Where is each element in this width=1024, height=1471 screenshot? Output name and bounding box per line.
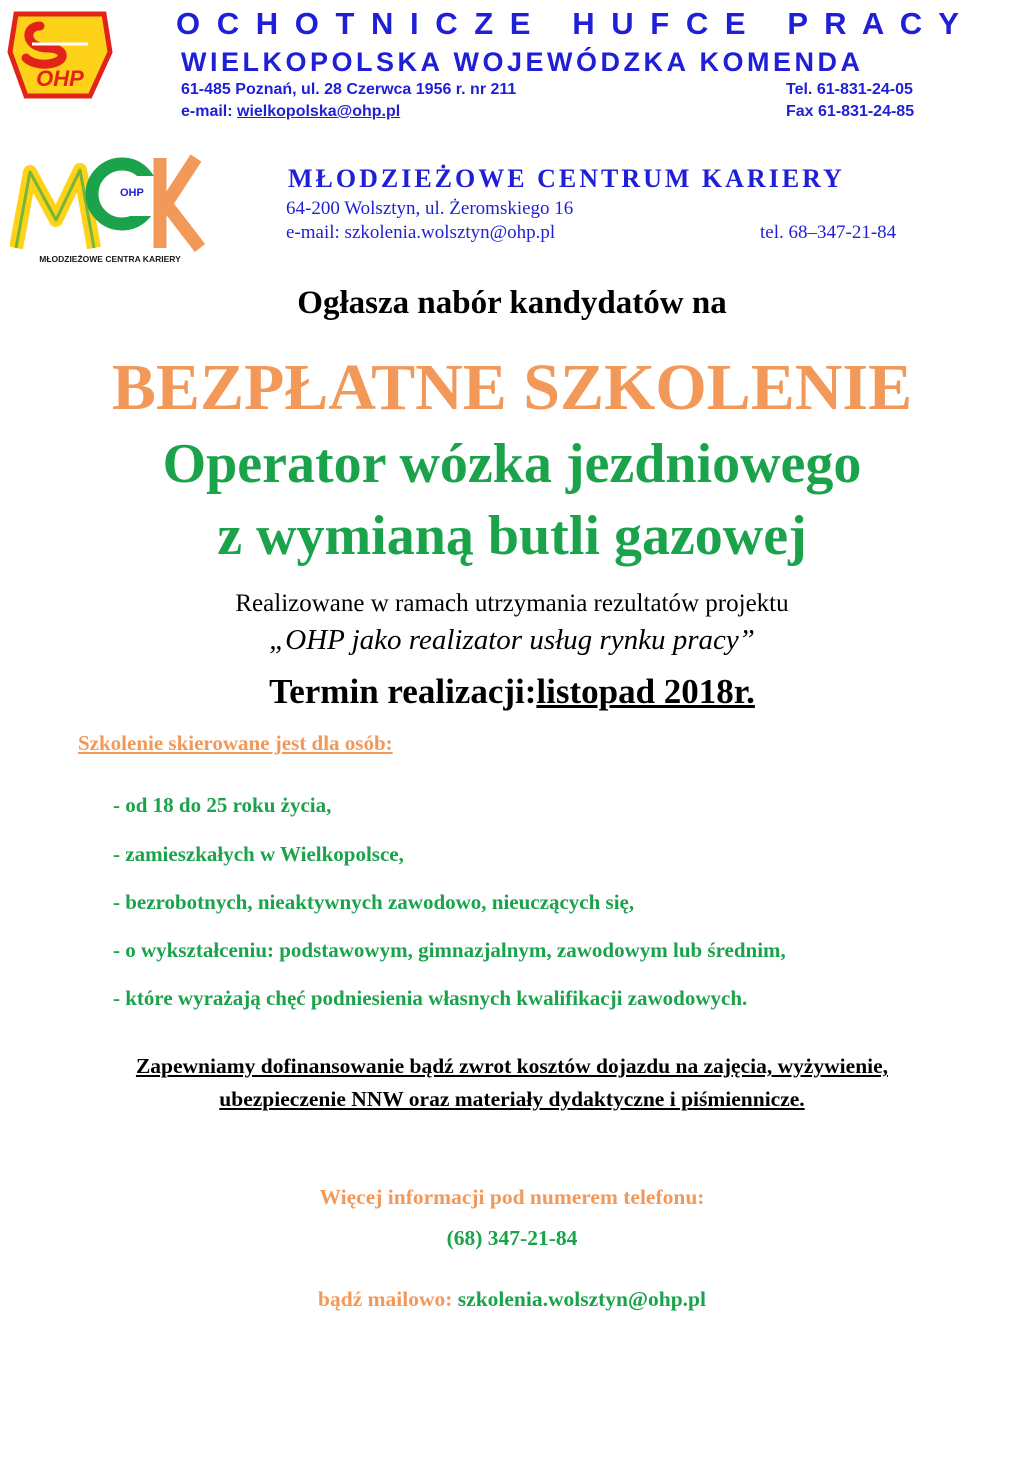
org-fax: Fax 61-831-24-85	[786, 103, 915, 120]
mck-tel: tel. 68–347-21-84	[760, 222, 897, 243]
course-title-line2: z wymianą butli gazowej	[217, 505, 807, 567]
org-subtitle: WIELKOPOLSKA WOJEWÓDZKA KOMENDA	[181, 47, 864, 77]
mck-title: MŁODZIEŻOWE CENTRUM KARIERY	[288, 164, 845, 193]
mail-value[interactable]: szkolenia.wolsztyn@ohp.pl	[457, 1287, 706, 1311]
mck-logo-caption: MŁODZIEŻOWE CENTRA KARIERY	[39, 254, 181, 264]
course-title-line1: Operator wózka jezdniowego	[162, 433, 862, 495]
contact-phone: (68) 347-21-84	[446, 1226, 578, 1250]
list-item: - bezrobotnych, nieaktywnych zawodowo, nieuczących się,	[113, 890, 635, 914]
mck-logo	[10, 150, 210, 268]
benefits-line1-text: Zapewniamy dofinansowanie bądź zwrot kosztów dojazdu na zajęcia, wyżywienie,	[135, 1054, 889, 1078]
term-label: Termin realizacji:	[269, 672, 537, 711]
audience-heading	[78, 731, 393, 756]
benefits-line2-text: ubezpieczenie NNW oraz materiały dydaktyczne i piśmiennicze.	[219, 1087, 805, 1111]
intro-text: Ogłasza nabór kandydatów na	[297, 285, 727, 321]
project-line: Realizowane w ramach utrzymania rezultatów projektu	[235, 590, 789, 617]
mck-logo-ohp: OHP	[120, 187, 144, 199]
org-email-link[interactable]: wielkopolska@ohp.pl	[237, 103, 401, 120]
org-name: O C H O T N I C Z E H U F C E P R A C Y	[176, 6, 963, 41]
project-name: „OHP jako realizator usług rynku pracy”	[269, 624, 755, 656]
mck-address: 64-200 Wolsztyn, ul. Żeromskiego 16	[286, 198, 574, 219]
list-item: - które wyrażają chęć podniesienia własnych kwalifikacji zawodowych.	[113, 986, 748, 1010]
mail-label: bądź mailowo:	[318, 1287, 458, 1311]
mck-email: e-mail: szkolenia.wolsztyn@ohp.pl	[286, 222, 556, 243]
ohp-logo-text: OHP	[36, 66, 84, 91]
list-item: - o wykształceniu: podstawowym, gimnazjalnym, zawodowym lub średnim,	[113, 938, 786, 962]
term-line	[0, 672, 1024, 712]
mail-line	[0, 1287, 1024, 1312]
ohp-logo	[4, 4, 116, 100]
org-email-line	[181, 103, 400, 121]
benefits-line1	[0, 1054, 1024, 1079]
term-value: listopad 2018r.	[536, 672, 755, 711]
benefits-line2	[0, 1087, 1024, 1112]
list-item: - od 18 do 25 roku życia,	[113, 793, 332, 817]
headline: BEZPŁATNE SZKOLENIE	[111, 351, 913, 424]
org-tel: Tel. 61-831-24-05	[786, 81, 913, 98]
org-address: 61-485 Poznań, ul. 28 Czerwca 1956 r. nr 211	[181, 81, 517, 98]
audience-heading-text: Szkolenie skierowane jest dla osób:	[78, 731, 393, 755]
contact-label: Więcej informacji pod numerem telefonu:	[319, 1185, 705, 1209]
org-email-label: e-mail:	[181, 103, 238, 120]
list-item: - zamieszkałych w Wielkopolsce,	[113, 842, 404, 866]
